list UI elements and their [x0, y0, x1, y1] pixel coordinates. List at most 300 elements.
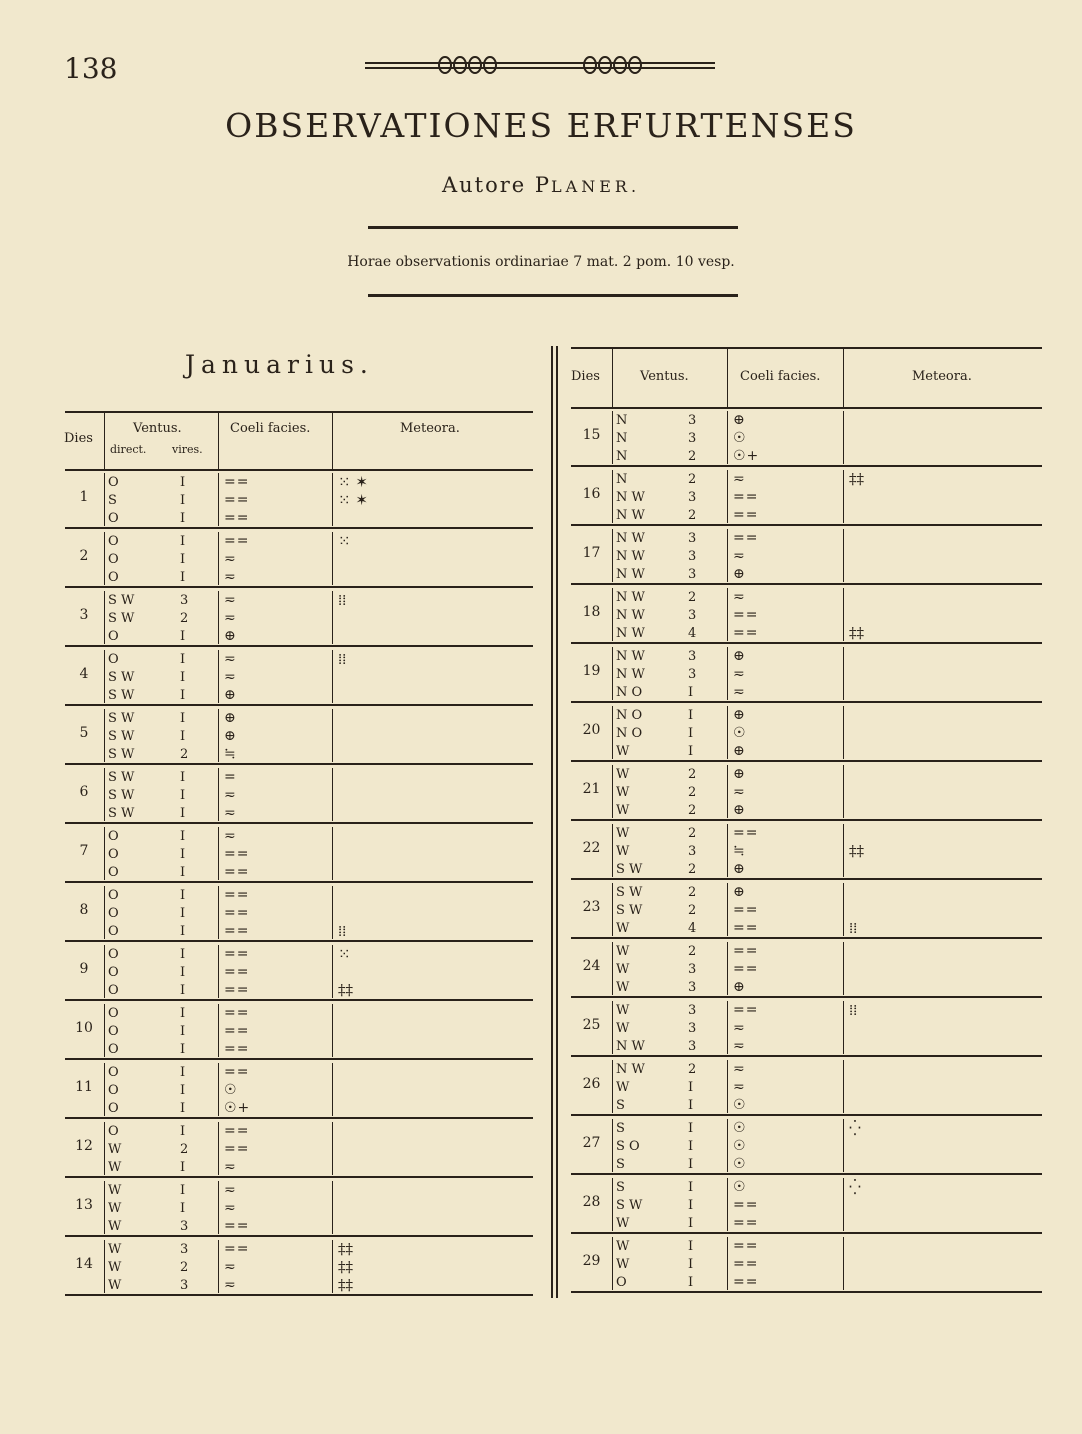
- wind-direction: O: [108, 1042, 119, 1057]
- author-line: [0, 173, 1082, 197]
- wind-direction: N W: [616, 649, 645, 664]
- column-line: [612, 1119, 613, 1172]
- meteor-symbol: ⁙: [338, 532, 351, 550]
- wind-direction: N W: [616, 490, 645, 505]
- wind-direction: W: [616, 1021, 630, 1036]
- sky-symbol: ≂: [733, 666, 746, 682]
- column-line: [612, 765, 613, 818]
- wind-direction: S W: [108, 770, 135, 785]
- column-line: [727, 1178, 728, 1231]
- column-line: [727, 824, 728, 877]
- wind-strength: 3: [180, 1219, 189, 1234]
- header-coeli: Coeli facies.: [740, 369, 821, 384]
- wind-direction: W: [616, 1239, 630, 1254]
- wind-strength: I: [180, 629, 186, 644]
- wind-direction: O: [108, 847, 119, 862]
- wind-strength: I: [688, 708, 694, 723]
- wind-strength: I: [180, 652, 186, 667]
- wind-strength: I: [180, 806, 186, 821]
- wind-strength: 3: [688, 549, 697, 564]
- wind-direction: S: [616, 1180, 625, 1195]
- sky-symbol: ==: [733, 1256, 759, 1272]
- sky-symbol: ≂: [224, 592, 237, 608]
- wind-direction: O: [108, 629, 119, 644]
- column-line: [104, 650, 105, 703]
- column-line: [104, 591, 105, 644]
- column-line: [843, 588, 844, 641]
- column-line: [843, 411, 844, 464]
- column-line: [332, 532, 333, 585]
- wind-direction: O: [108, 1101, 119, 1116]
- day-number: 21: [582, 780, 601, 797]
- wind-strength: I: [688, 1121, 694, 1136]
- wind-strength: I: [180, 493, 186, 508]
- sky-symbol: ≒: [224, 746, 237, 762]
- wind-direction: S O: [616, 1139, 640, 1154]
- column-line: [843, 1237, 844, 1290]
- group-rule: [571, 701, 1042, 703]
- group-rule: [65, 704, 533, 706]
- wind-strength: I: [180, 1024, 186, 1039]
- header-dies: Dies: [571, 369, 600, 384]
- wind-direction: N W: [616, 508, 645, 523]
- sky-symbol: ==: [733, 920, 759, 936]
- sky-symbol: ≂: [224, 1277, 237, 1293]
- wind-direction: O: [108, 652, 119, 667]
- column-line: [727, 706, 728, 759]
- sky-symbol: ==: [224, 1141, 250, 1157]
- wind-strength: I: [688, 744, 694, 759]
- month-title: Januarius.: [185, 350, 374, 379]
- sky-symbol: ==: [224, 1041, 250, 1057]
- wind-strength: I: [688, 1198, 694, 1213]
- sky-symbol: ⊕: [733, 884, 746, 900]
- column-line: [332, 473, 333, 526]
- column-line: [843, 1119, 844, 1172]
- ornament-header: [365, 52, 715, 78]
- day-number: 11: [75, 1078, 93, 1095]
- sky-symbol: ≂: [733, 1038, 746, 1054]
- wind-strength: 3: [688, 490, 697, 505]
- wind-strength: I: [180, 965, 186, 980]
- column-line: [104, 827, 105, 880]
- day-number: 1: [79, 488, 89, 505]
- meteor-symbol: ‡‡: [338, 1258, 353, 1276]
- column-line: [843, 942, 844, 995]
- day-number: 6: [79, 783, 89, 800]
- column-line: [332, 591, 333, 644]
- column-line: [218, 1240, 219, 1293]
- wind-strength: I: [180, 829, 186, 844]
- wind-strength: 2: [688, 803, 697, 818]
- wind-strength: 2: [180, 611, 189, 626]
- wind-strength: I: [180, 570, 186, 585]
- sky-symbol: ≂: [733, 471, 746, 487]
- header-column-line: [843, 347, 844, 407]
- wind-strength: I: [688, 1139, 694, 1154]
- wind-strength: 3: [688, 649, 697, 664]
- sky-symbol: ==: [733, 489, 759, 505]
- column-line: [612, 1237, 613, 1290]
- header-bottom-rule: [65, 469, 533, 471]
- sky-symbol: ≂: [224, 569, 237, 585]
- day-number: 13: [75, 1196, 93, 1213]
- wind-strength: I: [180, 1183, 186, 1198]
- column-line: [332, 768, 333, 821]
- sky-symbol: ⊕: [733, 566, 746, 582]
- group-rule: [571, 465, 1042, 467]
- group-rule: [571, 642, 1042, 644]
- wind-strength: I: [180, 1065, 186, 1080]
- rule-lower: [368, 294, 738, 297]
- wind-strength: I: [688, 726, 694, 741]
- wind-direction: O: [108, 865, 119, 880]
- page-title: OBSERVATIONES ERFURTENSES: [225, 106, 857, 145]
- column-line: [104, 945, 105, 998]
- wind-strength: 3: [688, 1039, 697, 1054]
- wind-direction: S W: [616, 903, 643, 918]
- column-line: [612, 883, 613, 936]
- sky-symbol: ==: [224, 946, 250, 962]
- column-line: [218, 473, 219, 526]
- sky-symbol: ⊕: [733, 412, 746, 428]
- wind-direction: S W: [108, 711, 135, 726]
- sky-symbol: ≂: [733, 548, 746, 564]
- wind-direction: O: [108, 511, 119, 526]
- day-number: 27: [582, 1134, 601, 1151]
- sky-symbol: ==: [733, 1274, 759, 1290]
- column-line: [104, 1122, 105, 1175]
- wind-direction: O: [108, 965, 119, 980]
- sky-symbol: ==: [224, 1241, 250, 1257]
- wind-direction: W: [108, 1219, 122, 1234]
- wind-direction: W: [108, 1142, 122, 1157]
- sky-symbol: ⊕: [224, 687, 237, 703]
- wind-strength: I: [180, 475, 186, 490]
- group-rule: [571, 937, 1042, 939]
- sky-symbol: =: [224, 769, 237, 785]
- sky-symbol: ==: [224, 492, 250, 508]
- wind-strength: 3: [688, 962, 697, 977]
- day-number: 4: [79, 665, 89, 682]
- wind-strength: 2: [180, 1260, 189, 1275]
- sky-symbol: ⊕: [733, 766, 746, 782]
- meteor-symbol: ⁞⁞: [338, 922, 347, 940]
- wind-strength: 3: [180, 593, 189, 608]
- sky-symbol: ☉: [733, 430, 747, 446]
- column-line: [727, 529, 728, 582]
- column-line: [104, 532, 105, 585]
- meteor-symbol: ‡‡: [338, 1276, 353, 1294]
- column-line: [727, 883, 728, 936]
- header-column-line: [727, 347, 728, 407]
- column-line: [332, 1240, 333, 1293]
- wind-strength: I: [180, 865, 186, 880]
- wind-strength: 2: [688, 944, 697, 959]
- wind-strength: I: [180, 511, 186, 526]
- wind-strength: 2: [688, 767, 697, 782]
- wind-strength: I: [180, 924, 186, 939]
- sky-symbol: ≂: [224, 1259, 237, 1275]
- group-rule: [65, 1294, 533, 1296]
- column-line: [612, 1178, 613, 1231]
- column-line: [727, 411, 728, 464]
- wind-strength: I: [180, 888, 186, 903]
- column-line: [218, 650, 219, 703]
- wind-direction: S W: [108, 747, 135, 762]
- column-line: [104, 1181, 105, 1234]
- group-rule: [65, 881, 533, 883]
- day-number: 2: [79, 547, 89, 564]
- wind-strength: 4: [688, 626, 697, 641]
- day-number: 9: [79, 960, 89, 977]
- wind-direction: S W: [108, 729, 135, 744]
- column-line: [843, 824, 844, 877]
- wind-direction: N W: [616, 608, 645, 623]
- wind-strength: I: [688, 1257, 694, 1272]
- wind-direction: O: [108, 888, 119, 903]
- wind-strength: 3: [688, 608, 697, 623]
- wind-direction: O: [108, 983, 119, 998]
- wind-strength: 3: [688, 667, 697, 682]
- group-rule: [571, 1055, 1042, 1057]
- group-rule: [571, 760, 1042, 762]
- wind-direction: N: [616, 449, 628, 464]
- sky-symbol: ≂: [733, 1061, 746, 1077]
- wind-direction: S W: [616, 885, 643, 900]
- wind-direction: W: [616, 944, 630, 959]
- wind-strength: I: [688, 1216, 694, 1231]
- day-number: 18: [582, 603, 601, 620]
- column-line: [843, 470, 844, 523]
- header-vires: vires.: [172, 443, 203, 456]
- day-number: 12: [75, 1137, 93, 1154]
- wind-strength: I: [180, 1083, 186, 1098]
- meteor-symbol: ⁙: [338, 945, 351, 963]
- wind-direction: N O: [616, 726, 643, 741]
- meteor-symbol: ‡‡: [338, 981, 353, 999]
- sky-symbol: ≂: [224, 828, 237, 844]
- wind-strength: 3: [688, 413, 697, 428]
- wind-direction: O: [108, 924, 119, 939]
- wind-direction: W: [108, 1260, 122, 1275]
- wind-strength: 3: [180, 1242, 189, 1257]
- header-meteora: Meteora.: [912, 369, 972, 384]
- header-meteora: Meteora.: [400, 421, 460, 436]
- day-number: 29: [582, 1252, 601, 1269]
- wind-strength: I: [180, 1006, 186, 1021]
- sky-symbol: ==: [224, 1023, 250, 1039]
- wind-direction: W: [616, 844, 630, 859]
- column-line: [612, 824, 613, 877]
- wind-direction: W: [616, 1003, 630, 1018]
- column-divider: [551, 346, 558, 1298]
- wind-direction: W: [616, 1257, 630, 1272]
- column-line: [727, 765, 728, 818]
- wind-direction: O: [108, 534, 119, 549]
- wind-direction: N W: [616, 667, 645, 682]
- sky-symbol: ≂: [224, 651, 237, 667]
- sky-symbol: ==: [224, 533, 250, 549]
- wind-strength: I: [180, 534, 186, 549]
- group-rule: [65, 1117, 533, 1119]
- wind-direction: S W: [108, 788, 135, 803]
- sky-symbol: ☉: [224, 1082, 238, 1098]
- wind-strength: 2: [688, 885, 697, 900]
- sky-symbol: ==: [224, 887, 250, 903]
- sky-symbol: ==: [733, 1002, 759, 1018]
- meteor-symbol: ⁙ ✶: [338, 491, 368, 509]
- column-line: [843, 706, 844, 759]
- wind-direction: N W: [616, 549, 645, 564]
- wind-direction: W: [616, 921, 630, 936]
- wind-strength: I: [180, 1124, 186, 1139]
- wind-strength: I: [180, 552, 186, 567]
- column-line: [332, 1004, 333, 1057]
- wind-strength: 2: [688, 826, 697, 841]
- author-prefix: Autore: [441, 173, 527, 197]
- meteor-symbol: ⁛: [849, 1119, 861, 1137]
- wind-direction: O: [108, 552, 119, 567]
- header-column-line: [104, 411, 105, 469]
- column-line: [332, 945, 333, 998]
- wind-direction: W: [108, 1278, 122, 1293]
- column-line: [612, 647, 613, 700]
- wind-direction: W: [616, 962, 630, 977]
- wind-strength: 3: [688, 567, 697, 582]
- column-line: [843, 647, 844, 700]
- group-rule: [65, 822, 533, 824]
- wind-direction: O: [108, 570, 119, 585]
- wind-direction: N W: [616, 567, 645, 582]
- column-line: [332, 827, 333, 880]
- header-column-line: [332, 411, 333, 469]
- column-line: [843, 1001, 844, 1054]
- sky-symbol: ==: [733, 943, 759, 959]
- wind-strength: I: [688, 1275, 694, 1290]
- column-line: [843, 529, 844, 582]
- column-line: [218, 768, 219, 821]
- sky-symbol: ==: [733, 607, 759, 623]
- wind-strength: I: [180, 788, 186, 803]
- wind-direction: O: [108, 947, 119, 962]
- sky-symbol: ⊕: [733, 707, 746, 723]
- column-line: [612, 942, 613, 995]
- sky-symbol: ==: [733, 1197, 759, 1213]
- wind-direction: O: [108, 475, 119, 490]
- day-number: 28: [582, 1193, 601, 1210]
- sky-symbol: ==: [224, 1005, 250, 1021]
- wind-direction: W: [616, 744, 630, 759]
- sky-symbol: ==: [733, 1215, 759, 1231]
- wind-strength: I: [180, 983, 186, 998]
- wind-direction: O: [108, 1124, 119, 1139]
- header-bottom-rule: [571, 407, 1042, 409]
- sky-symbol: ≂: [224, 1182, 237, 1198]
- sky-symbol: ⊕: [733, 802, 746, 818]
- column-line: [218, 827, 219, 880]
- sky-symbol: ==: [733, 902, 759, 918]
- sky-symbol: ≂: [733, 784, 746, 800]
- wind-strength: 2: [180, 747, 189, 762]
- column-line: [332, 709, 333, 762]
- wind-strength: I: [180, 770, 186, 785]
- page-number: 138: [64, 52, 118, 85]
- wind-strength: 3: [688, 531, 697, 546]
- day-number: 25: [582, 1016, 601, 1033]
- sky-symbol: ☉: [733, 1138, 747, 1154]
- column-line: [104, 1240, 105, 1293]
- sky-symbol: ⊕: [733, 861, 746, 877]
- group-rule: [571, 878, 1042, 880]
- sky-symbol: ==: [224, 923, 250, 939]
- sky-symbol: ≂: [224, 787, 237, 803]
- wind-strength: 3: [688, 1021, 697, 1036]
- column-line: [727, 1237, 728, 1290]
- sky-symbol: ≂: [224, 1159, 237, 1175]
- meteor-symbol: ⁞⁞: [338, 650, 347, 668]
- wind-strength: I: [180, 670, 186, 685]
- wind-strength: 2: [688, 1062, 697, 1077]
- header-column-line: [218, 411, 219, 469]
- column-line: [843, 765, 844, 818]
- meteor-symbol: ⁛: [849, 1178, 861, 1196]
- column-line: [727, 1001, 728, 1054]
- wind-strength: I: [688, 1157, 694, 1172]
- wind-direction: N O: [616, 685, 643, 700]
- day-number: 15: [582, 426, 601, 443]
- wind-direction: W: [616, 826, 630, 841]
- column-line: [104, 886, 105, 939]
- sky-symbol: ==: [224, 474, 250, 490]
- column-line: [727, 1060, 728, 1113]
- wind-strength: I: [180, 711, 186, 726]
- sky-symbol: ==: [733, 825, 759, 841]
- wind-direction: W: [616, 785, 630, 800]
- wind-direction: S: [616, 1157, 625, 1172]
- sky-symbol: ==: [733, 507, 759, 523]
- sky-symbol: ⊕: [733, 979, 746, 995]
- group-rule: [65, 940, 533, 942]
- sky-symbol: ==: [733, 961, 759, 977]
- wind-strength: I: [180, 1101, 186, 1116]
- wind-strength: I: [180, 1160, 186, 1175]
- column-line: [332, 1181, 333, 1234]
- wind-direction: W: [108, 1160, 122, 1175]
- header-direct: direct.: [110, 443, 147, 456]
- author-name: LANER.: [551, 177, 641, 196]
- sky-symbol: ≂: [224, 610, 237, 626]
- sky-symbol: ⊕: [224, 728, 237, 744]
- day-number: 8: [79, 901, 89, 918]
- column-line: [612, 529, 613, 582]
- column-line: [727, 588, 728, 641]
- column-line: [218, 709, 219, 762]
- sky-symbol: ==: [733, 1238, 759, 1254]
- sky-symbol: ≂: [224, 805, 237, 821]
- group-rule: [571, 1173, 1042, 1175]
- meteor-symbol: ⁞⁞: [338, 591, 347, 609]
- wind-direction: O: [108, 829, 119, 844]
- sky-symbol: ☉: [733, 1120, 747, 1136]
- day-number: 22: [582, 839, 601, 856]
- sky-symbol: ≂: [733, 684, 746, 700]
- wind-strength: 2: [688, 785, 697, 800]
- column-line: [218, 591, 219, 644]
- sky-symbol: ☉: [733, 1097, 747, 1113]
- column-line: [332, 650, 333, 703]
- wind-direction: S W: [616, 1198, 643, 1213]
